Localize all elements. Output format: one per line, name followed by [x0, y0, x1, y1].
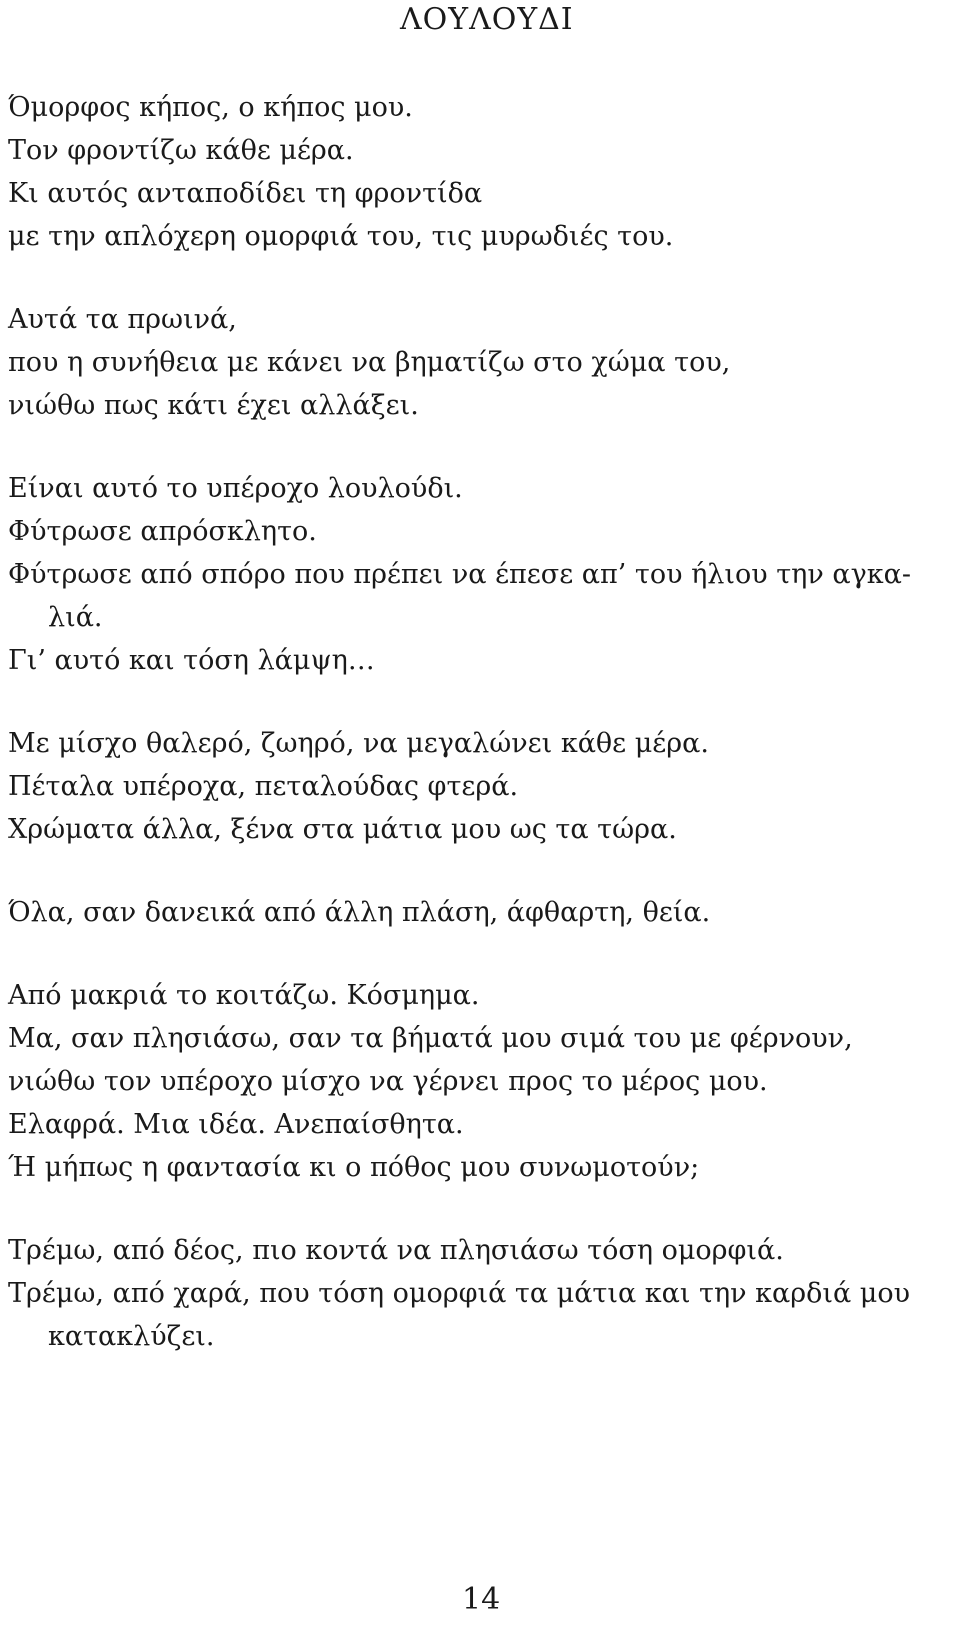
poem-line: Φύτρωσε από σπόρο που πρέπει να έπεσε απ’ του ήλιου την αγκα-: [8, 559, 911, 590]
poem-line: Από μακριά το κοιτάζω. Κόσμημα.: [8, 980, 480, 1011]
poem-line: με την απλόχερη ομορφιά του, τις μυρωδιές του.: [8, 221, 674, 252]
stanza-break: [8, 934, 948, 974]
poem-line: Γι’ αυτό και τόση λάμψη…: [8, 645, 375, 676]
page-number: 14: [462, 1582, 501, 1617]
poem-line: Πέταλα υπέροχα, πεταλούδας φτερά.: [8, 771, 519, 802]
poem-line: Κι αυτός ανταποδίδει τη φροντίδα: [8, 178, 483, 209]
stanza-break: [8, 1189, 948, 1229]
poem-line: Είναι αυτό το υπέροχο λουλούδι.: [8, 473, 463, 504]
stanza-break: [8, 682, 948, 722]
poem-line: Ελαφρά. Μια ιδέα. Ανεπαίσθητα.: [8, 1109, 464, 1140]
stanza-break: [8, 427, 948, 467]
poem-line: νιώθω πως κάτι έχει αλλάξει.: [8, 390, 419, 421]
stanza-break: [8, 258, 948, 298]
poem-body: [8, 86, 948, 1358]
poem-line: που η συνήθεια με κάνει να βηματίζω στο χώμα του,: [8, 347, 731, 378]
poem-line: Με μίσχο θαλερό, ζωηρό, να μεγαλώνει κάθε μέρα.: [8, 728, 709, 759]
poem-line: Όλα, σαν δανεικά από άλλη πλάση, άφθαρτη, θεία.: [8, 897, 711, 928]
poem-line: Τρέμω, από δέος, πιο κοντά να πλησιάσω τόση ομορφιά.: [8, 1235, 784, 1266]
poem-line: λιά.: [48, 602, 103, 633]
poem-line: Χρώματα άλλα, ξένα στα μάτια μου ως τα τώρα.: [8, 814, 677, 845]
poem-line: Φύτρωσε απρόσκλητο.: [8, 516, 317, 547]
stanza-break: [8, 851, 948, 891]
poem-line: Μα, σαν πλησιάσω, σαν τα βήματά μου σιμά του με φέρνουν,: [8, 1023, 853, 1054]
poem-line: Ή μήπως η φαντασία κι ο πόθος μου συνωμοτούν;: [8, 1152, 700, 1183]
poem-line: Αυτά τα πρωινά,: [8, 304, 237, 335]
poem-line: Όμορφος κήπος, ο κήπος μου.: [8, 92, 413, 123]
poem-title: ΛΟΥΛΟΥΔΙ: [400, 2, 574, 37]
poem-line: Τον φροντίζω κάθε μέρα.: [8, 135, 354, 166]
poem-line: Τρέμω, από χαρά, που τόση ομορφιά τα μάτια και την καρδιά μου: [8, 1278, 911, 1309]
poem-line: νιώθω τον υπέροχο μίσχο να γέρνει προς το μέρος μου.: [8, 1066, 768, 1097]
poem-line: κατακλύζει.: [48, 1321, 215, 1352]
